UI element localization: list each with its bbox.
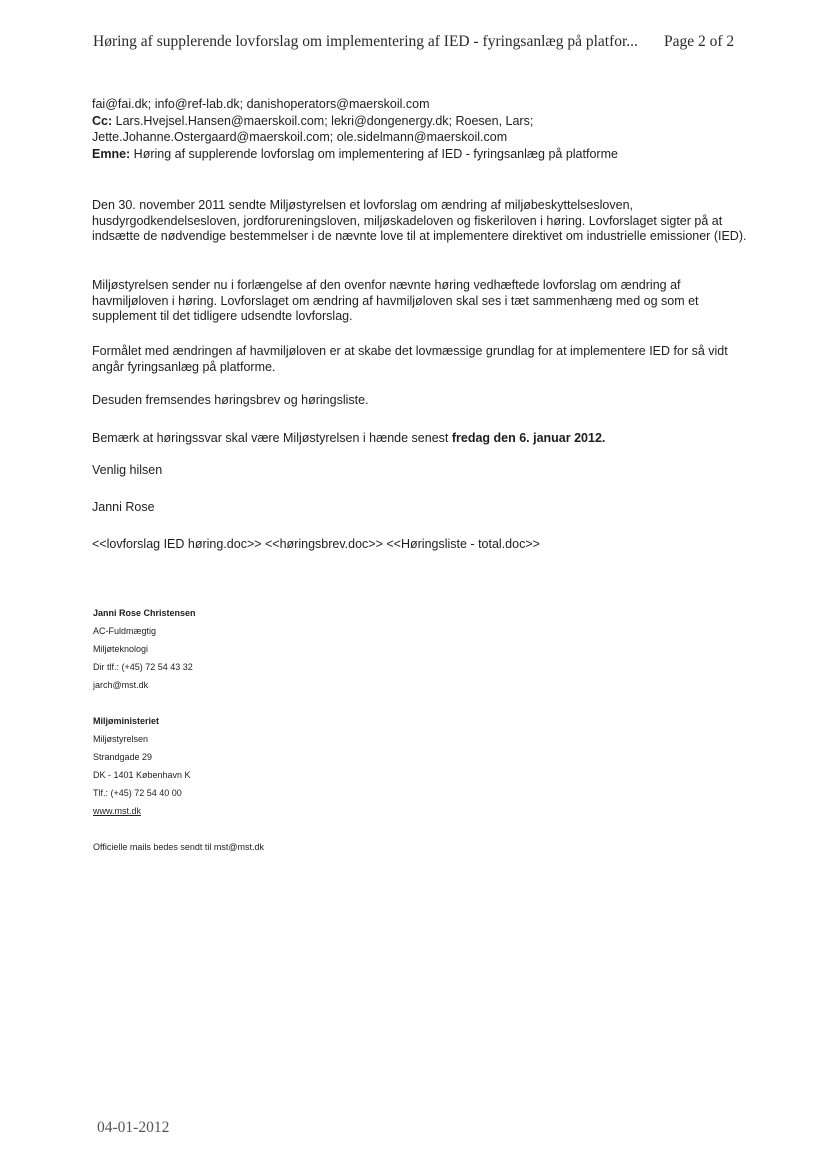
signature-city: DK - 1401 København K <box>93 770 191 780</box>
subject-label: Emne: <box>92 146 131 161</box>
signature-title: AC-Fuldmægtig <box>93 626 157 636</box>
signature-dept: Miljøteknologi <box>93 644 149 654</box>
cc-line-2: Jette.Johanne.Ostergaard@maerskoil.com; ole.sidelmann@maerskoil.com <box>92 130 508 144</box>
body-paragraph-2: Miljøstyrelsen sender nu i forlængelse af den ovenfor nævnte høring vedhæftede lovforslag om ændring af havmiljøloven i høring. Lovforslaget om ændring af havmiljøloven skal ses i tæt sammenhæng med og som et supplement til det tidligere udsendte lovforslag. <box>92 278 699 323</box>
attachments-list: <<lovforslag IED høring.doc>> <<høringsbrev.doc>> <<Høringsliste - total.doc>> <box>92 537 540 551</box>
page-number: Page 2 of 2 <box>664 33 735 50</box>
footer-date: 04-01-2012 <box>97 1119 170 1136</box>
subject-line <box>92 146 618 163</box>
body-paragraph-3: Formålet med ændringen af havmiljøloven er at skabe det lovmæssige grundlag for at implementere IED for så vidt angår fyringsanlæg på platforme. <box>92 344 728 374</box>
body-paragraph-4: Desuden fremsendes høringsbrev og høringsliste. <box>92 393 369 407</box>
official-mail-note: Officielle mails bedes sendt til mst@mst.dk <box>93 842 265 852</box>
signature-organization <box>93 712 191 820</box>
subject-text: Høring af supplerende lovforslag om implementering af IED - fyringsanlæg på platforme <box>130 146 618 161</box>
deadline-paragraph <box>92 431 752 447</box>
signature-name: Janni Rose Christensen <box>93 608 196 618</box>
sender-name: Janni Rose <box>92 500 155 514</box>
signature-email: jarch@mst.dk <box>93 680 149 690</box>
signature-street: Strandgade 29 <box>93 752 153 762</box>
to-recipients: fai@fai.dk; info@ref-lab.dk; danishoperators@maerskoil.com <box>92 97 430 111</box>
signature-phone: Dir tlf.: (+45) 72 54 43 32 <box>93 662 193 672</box>
email-header <box>92 96 618 162</box>
deadline-date: fredag den 6. januar 2012. <box>451 431 606 445</box>
closing-greeting: Venlig hilsen <box>92 463 163 477</box>
cc-label: Cc: <box>92 113 113 128</box>
cc-line-1 <box>92 113 618 130</box>
body-paragraph-1: Den 30. november 2011 sendte Miljøstyrelsen et lovforslag om ændring af miljøbeskyttelsesloven, husdyrgodkendelsesloven, jordforureningsloven, miljøskadeloven og fiskeriloven i høring. Lovforslaget sigter på at indsætte de nødvendige bestemmelser i de nævnte love til at implementere direktivet om industrielle emissioner (IED). <box>92 198 747 243</box>
signature-person <box>93 604 196 694</box>
cc-recipients: Lars.Hvejsel.Hansen@maerskoil.com; lekri@dongenergy.dk; Roesen, Lars; <box>112 113 534 128</box>
signature-tel: Tlf.: (+45) 72 54 40 00 <box>93 788 182 798</box>
signature-org: Miljøministeriet <box>93 716 160 726</box>
signature-web-link[interactable]: www.mst.dk <box>93 806 142 816</box>
signature-agency: Miljøstyrelsen <box>93 734 149 744</box>
page-header-title: Høring af supplerende lovforslag om implementering af IED - fyringsanlæg på platfor... <box>93 33 638 50</box>
deadline-prefix: Bemærk at høringssvar skal være Miljøstyrelsen i hænde senest <box>92 431 452 445</box>
